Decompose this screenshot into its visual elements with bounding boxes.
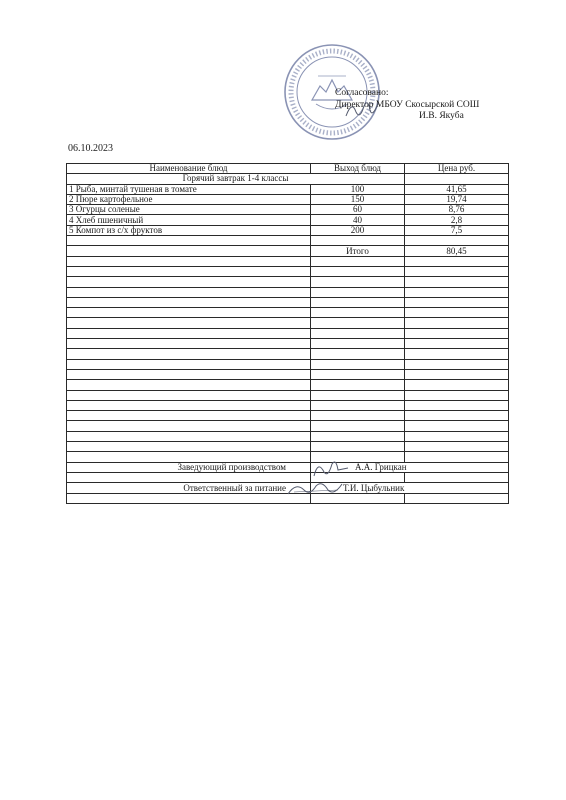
- total-label: Итого: [311, 246, 405, 256]
- empty-row: [67, 236, 509, 246]
- dish-price: 41,65: [405, 184, 509, 194]
- dish-name: 4 Хлеб пшеничный: [67, 215, 311, 225]
- empty-row: [67, 369, 509, 379]
- dish-price: 2,8: [405, 215, 509, 225]
- empty-row: [67, 266, 509, 276]
- table-header-row: [67, 164, 509, 174]
- table-cell: [405, 174, 509, 184]
- table-row: [67, 225, 509, 235]
- table-row: [67, 194, 509, 204]
- dish-name: 2 Пюре картофельное: [67, 194, 311, 204]
- approval-position: Директор МБОУ Скосырской СОШ: [335, 99, 480, 110]
- empty-row: [67, 390, 509, 400]
- section-title: Горячий завтрак 1-4 классы: [67, 174, 405, 184]
- empty-row: [67, 256, 509, 266]
- table-cell: [67, 246, 311, 256]
- empty-row: [67, 318, 509, 328]
- responsible-signature: [284, 478, 346, 500]
- dish-price: 7,5: [405, 225, 509, 235]
- table-row: [67, 215, 509, 225]
- dish-portion: 40: [311, 215, 405, 225]
- manager-signature: [308, 458, 356, 480]
- empty-row: [67, 349, 509, 359]
- empty-row: [67, 328, 509, 338]
- empty-row: [67, 411, 509, 421]
- approval-title: Согласовано:: [335, 88, 389, 98]
- approval-director-name: И.В. Якуба: [419, 111, 464, 121]
- dish-portion: 150: [311, 194, 405, 204]
- dish-portion: 200: [311, 225, 405, 235]
- empty-row: [67, 442, 509, 452]
- total-value: 80,45: [405, 246, 509, 256]
- empty-row: [67, 297, 509, 307]
- header-dish-name: Наименование блюд: [67, 164, 311, 174]
- table-row: [67, 184, 509, 194]
- empty-row: [67, 359, 509, 369]
- total-row: [67, 246, 509, 256]
- signature-row-manager: [67, 462, 509, 472]
- empty-row: [67, 421, 509, 431]
- header-price: Цена руб.: [405, 164, 509, 174]
- dish-price: 8,76: [405, 205, 509, 215]
- dish-portion: 100: [311, 184, 405, 194]
- empty-row: [67, 380, 509, 390]
- director-signature: [342, 96, 382, 122]
- responsible-name-text: Т.И. Цыбульник: [343, 482, 405, 493]
- empty-row: [67, 452, 509, 462]
- empty-row: [67, 287, 509, 297]
- dish-price: 19,74: [405, 194, 509, 204]
- empty-row: [67, 431, 509, 441]
- empty-row: [67, 400, 509, 410]
- manager-name-text: А.А. Грицкан: [355, 462, 407, 472]
- dish-portion: 60: [311, 205, 405, 215]
- responsible-role: Ответственный за питание: [67, 483, 311, 493]
- document-date: 06.10.2023: [68, 143, 113, 154]
- dish-name: 5 Компот из с/х фруктов: [67, 225, 311, 235]
- dish-name: 1 Рыба, минтай тушеная в томате: [67, 184, 311, 194]
- table-row: [67, 205, 509, 215]
- dish-name: 3 Огурцы соленые: [67, 205, 311, 215]
- menu-table: [66, 163, 509, 504]
- empty-row: [67, 277, 509, 287]
- section-row: [67, 174, 509, 184]
- manager-role: Заведующий производством: [67, 462, 311, 472]
- header-portion: Выход блюд: [311, 164, 405, 174]
- empty-row: [67, 339, 509, 349]
- empty-row: [67, 308, 509, 318]
